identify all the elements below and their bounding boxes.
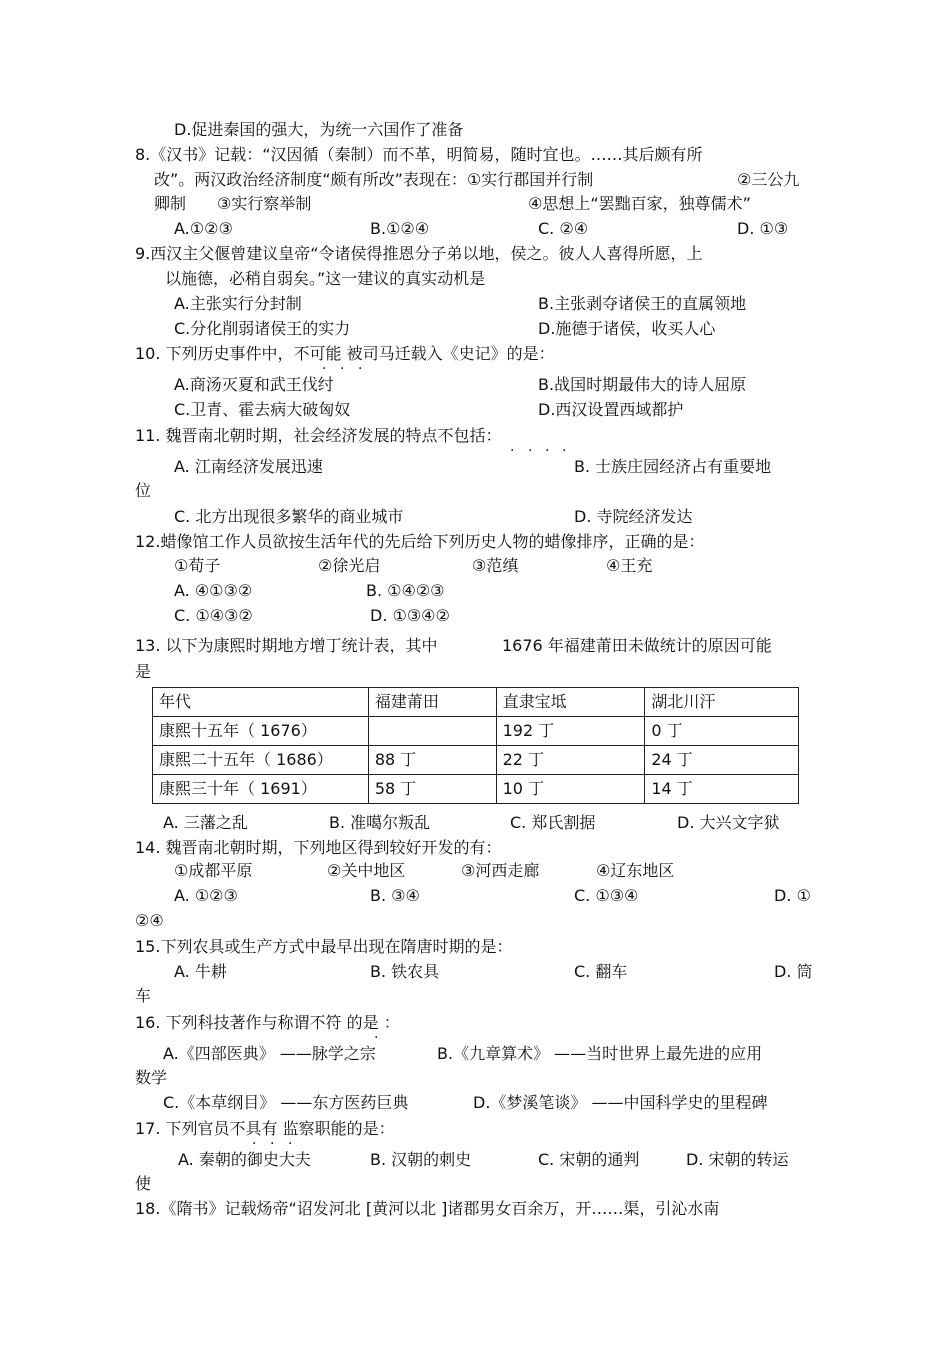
q9-option-c: C.分化削弱诸侯王的实力 [174, 319, 351, 338]
q14-option-a: A. ①②③ [174, 886, 238, 905]
q12-item-4: ④王充 [606, 556, 653, 575]
q16-stem: 16. 下列科技著作与称谓不符 的是 ： [135, 1013, 400, 1032]
emphasis-dot: · [374, 1030, 379, 1046]
q11-option-b-wrap: 位 [135, 481, 152, 500]
table-header-row [153, 688, 799, 717]
q13-option-a: A. 三藩之乱 [163, 813, 248, 832]
q14-item-3: ③河西走廊 [461, 861, 540, 880]
table-header-cell: 直隶宝坻 [496, 688, 645, 717]
emphasis-dot: · [528, 443, 533, 459]
table-header-cell: 湖北川汗 [645, 688, 799, 717]
q8-stem-line3: 卿制 [154, 194, 187, 213]
q14-option-d: D. ① [774, 886, 811, 905]
q16-option-b: B.《九章算术》 ——当时世界上最先进的应用 [437, 1044, 763, 1063]
q8-item-3: ③实行察举制 [217, 194, 312, 213]
q15-option-b: B. 铁农具 [370, 962, 440, 981]
q14-option-b: B. ③④ [370, 886, 420, 905]
q16-option-a: A.《四部医典》 ——脉学之宗 [163, 1044, 376, 1063]
q17-option-a: A. 秦朝的御史大夫 [178, 1150, 311, 1169]
q12-option-b: B. ①④②③ [366, 581, 445, 600]
q14-item-4: ④辽东地区 [596, 861, 675, 880]
emphasis-dot: · [340, 361, 345, 377]
table-cell [368, 717, 496, 746]
q8-option-d: D. ①③ [737, 219, 789, 238]
q15-stem: 15.下列农具或生产方式中最早出现在隋唐时期的是： [135, 937, 513, 956]
table-cell: 24 丁 [645, 746, 799, 775]
table-row [153, 746, 799, 775]
q11-option-c: C. 北方出现很多繁华的商业城市 [174, 507, 404, 526]
q14-item-1: ①成都平原 [174, 861, 253, 880]
q11-option-d: D. 寺院经济发达 [574, 507, 693, 526]
q15-option-a: A. 牛耕 [174, 962, 227, 981]
q9-option-a: A.主张实行分封制 [174, 294, 302, 313]
q14-option-c: C. ①③④ [574, 886, 639, 905]
q11-option-b: B. 士族庄园经济占有重要地 [574, 457, 772, 476]
table-cell: 58 丁 [368, 775, 496, 804]
q13-stem-line1: 13. 以下为康熙时期地方增丁统计表，其中 [135, 636, 438, 655]
emphasis-dot: · [270, 1136, 275, 1152]
q12-option-c: C. ①④③② [174, 606, 253, 625]
table-cell: 康熙二十五年（ 1686） [153, 746, 369, 775]
q15-option-c: C. 翻车 [574, 962, 628, 981]
q12-item-3: ③范缜 [472, 556, 519, 575]
table-cell: 88 丁 [368, 746, 496, 775]
kangxi-population-table [152, 687, 799, 804]
table-row [153, 717, 799, 746]
emphasis-dot: · [510, 443, 515, 459]
table-cell: 0 丁 [645, 717, 799, 746]
q13-option-b: B. 准噶尔叛乱 [329, 813, 431, 832]
q18-stem: 18.《隋书》记载炀帝“诏发河北 [黄河以北 ]诸郡男女百余万，开……渠，引沁水南 [135, 1199, 720, 1218]
table-header-cell: 年代 [153, 688, 369, 717]
emphasis-dot: · [358, 361, 363, 377]
q17-option-d-wrap: 使 [135, 1174, 152, 1193]
q16-option-c: C.《本草纲目》 ——东方医药巨典 [163, 1093, 409, 1112]
q8-stem-line1: 8.《汉书》记载：“汉因循（秦制）而不革，明简易，随时宜也。……其后颇有所 [135, 145, 703, 164]
q10-option-b: B.战国时期最伟大的诗人屈原 [538, 375, 747, 394]
emphasis-dot: · [288, 1136, 293, 1152]
q13-option-c: C. 郑氏割据 [510, 813, 596, 832]
table-cell: 康熙三十年（ 1691） [153, 775, 369, 804]
q7-option-d: D.促进秦国的强大，为统一六国作了准备 [174, 120, 464, 139]
q9-stem-line2: 以施德，必稍自弱矣。”这一建议的真实动机是 [165, 269, 486, 288]
q14-stem: 14. 魏晋南北朝时期，下列地区得到较好开发的有： [135, 838, 502, 857]
q8-item-4: ④思想上“罢黜百家，独尊儒术” [528, 194, 751, 213]
q8-option-a: A.①②③ [174, 219, 233, 238]
q15-option-d: D. 筒 [774, 962, 813, 981]
q8-option-b: B.①②④ [370, 219, 430, 238]
q16-option-b-wrap: 数学 [135, 1068, 168, 1087]
q8-stem-line2: 改”。两汉政治经济制度“颇有所改”表现在：①实行郡国并行制 [154, 170, 594, 189]
emphasis-dot: · [252, 1136, 257, 1152]
q17-option-c: C. 宋朝的通判 [538, 1150, 640, 1169]
q11-stem: 11. 魏晋南北朝时期，社会经济发展的特点不包括： [135, 426, 502, 445]
q12-stem: 12.蜡像馆工作人员欲按生活年代的先后给下列历史人物的蜡像排序，正确的是： [135, 532, 705, 551]
table-cell: 22 丁 [496, 746, 645, 775]
table-header-cell: 福建莆田 [368, 688, 496, 717]
emphasis-dot: · [322, 361, 327, 377]
q17-option-d: D. 宋朝的转运 [686, 1150, 789, 1169]
q8-item-2: ②三公九 [737, 170, 800, 189]
q10-option-a: A.商汤灭夏和武王伐纣 [174, 375, 334, 394]
q17-option-b: B. 汉朝的刺史 [370, 1150, 472, 1169]
table-row [153, 775, 799, 804]
q11-option-a: A. 江南经济发展迅速 [174, 457, 323, 476]
table-cell: 康熙十五年（ 1676） [153, 717, 369, 746]
emphasis-dot: · [562, 443, 567, 459]
q13-stem-line2: 是 [135, 662, 152, 681]
q9-stem-line1: 9.西汉主父偃曾建议皇帝“令诸侯得推恩分子弟以地，侯之。彼人人喜得所愿，上 [135, 244, 703, 263]
table-cell: 10 丁 [496, 775, 645, 804]
q13-option-d: D. 大兴文字狱 [677, 813, 780, 832]
q12-item-1: ①荀子 [174, 556, 221, 575]
emphasis-dot: · [545, 443, 550, 459]
q16-option-d: D.《梦溪笔谈》 ——中国科学史的里程碑 [473, 1093, 768, 1112]
table-cell: 14 丁 [645, 775, 799, 804]
q13-stem-line1b: 1676 年福建莆田未做统计的原因可能 [502, 636, 772, 655]
q10-option-c: C.卫青、霍去病大破匈奴 [174, 400, 351, 419]
q14-item-2: ②关中地区 [327, 861, 406, 880]
q12-item-2: ②徐光启 [318, 556, 381, 575]
q15-option-d-wrap: 车 [135, 986, 152, 1005]
q14-option-d-wrap: ②④ [135, 911, 164, 930]
q12-option-d: D. ①③④② [370, 606, 450, 625]
q17-stem: 17. 下列官员不具有 监察职能的是： [135, 1119, 395, 1138]
table-cell: 192 丁 [496, 717, 645, 746]
q9-option-b: B.主张剥夺诸侯王的直属领地 [538, 294, 747, 313]
q10-option-d: D.西汉设置西域都护 [538, 400, 684, 419]
q8-option-c: C. ②④ [538, 219, 589, 238]
q12-option-a: A. ④①③② [174, 581, 253, 600]
q10-stem: 10. 下列历史事件中，不可能 被司马迁载入《史记》的是： [135, 344, 555, 363]
q9-option-d: D.施德于诸侯，收买人心 [538, 319, 716, 338]
